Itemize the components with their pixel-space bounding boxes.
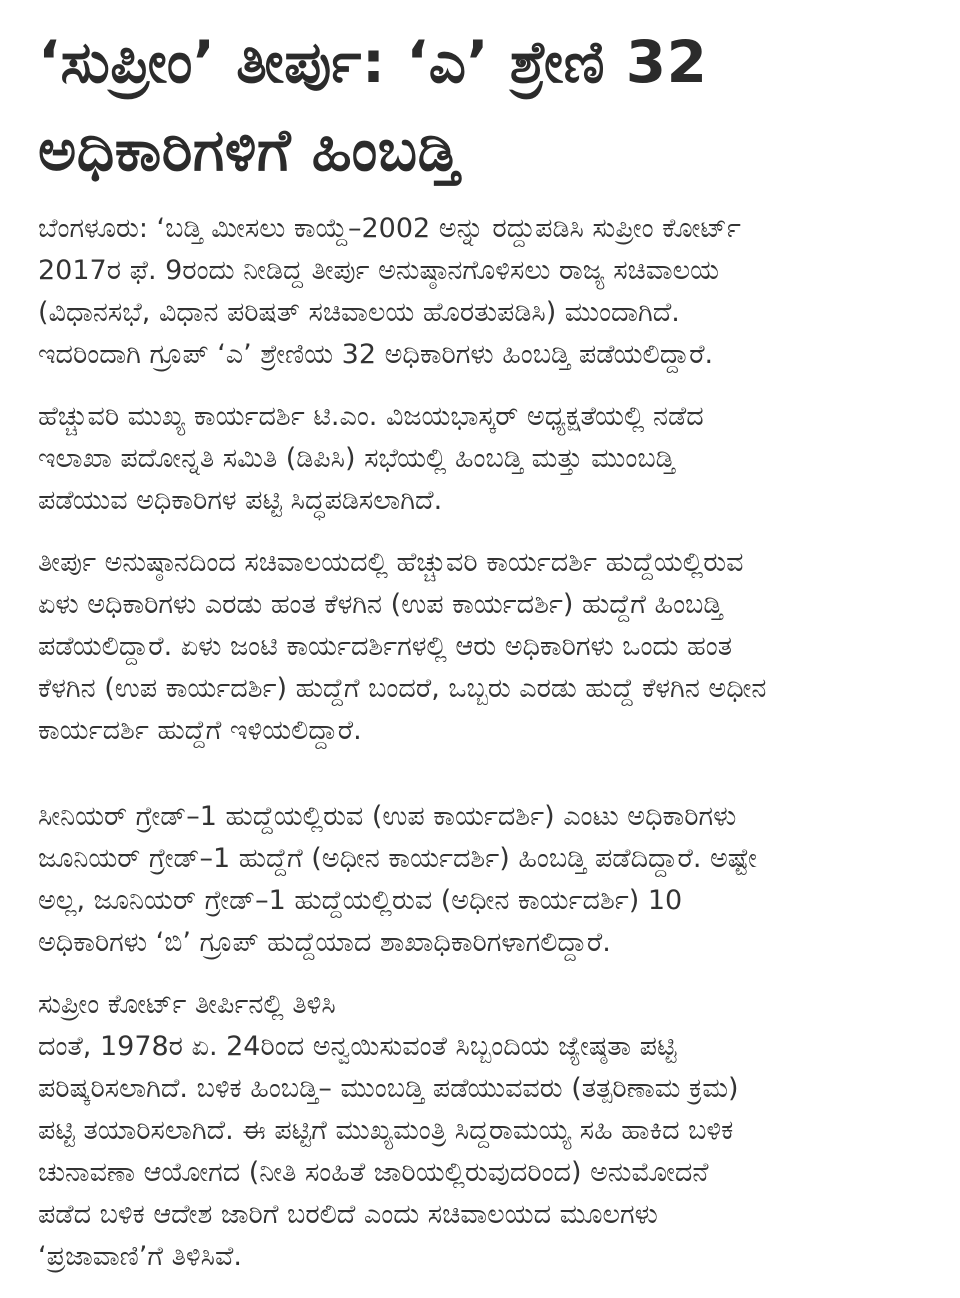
headline-line: ‘ಸುಪ್ರೀಂ’ ತೀರ್ಪು: ‘ಎ’ ಶ್ರೇಣಿ 32 (38, 28, 708, 96)
paragraph-line: ತೀರ್ಪು ಅನುಷ್ಠಾನದಿಂದ ಸಚಿವಾಲಯದಲ್ಲಿ ಹೆಚ್ಚುವರಿ ಕಾರ್ಯದರ್ಶಿ ಹುದ್ದೆಯಲ್ಲಿರುವ (38, 547, 744, 578)
paragraph-line: ಕೆಳಗಿನ (ಉಪ ಕಾರ್ಯದರ್ಶಿ) ಹುದ್ದೆಗೆ ಬಂದರೆ, ಒಬ್ಬರು ಎರಡು ಹುದ್ದೆ ಕೆಳಗಿನ ಅಧೀನ (38, 673, 767, 704)
paragraph-line: ಇಲಾಖಾ ಪದೋನ್ನತಿ ಸಮಿತಿ (ಡಿಪಿಸಿ) ಸಭೆಯಲ್ಲಿ ಹಿಂಬಡ್ತಿ ಮತ್ತು ಮುಂಬಡ್ತಿ (38, 443, 675, 474)
paragraph-line: ಸುಪ್ರೀಂ ಕೋರ್ಟ್ ತೀರ್ಪಿನಲ್ಲಿ ತಿಳಿಸಿ (38, 989, 336, 1020)
paragraph-line: ಸೀನಿಯರ್ ಗ್ರೇಡ್–1 ಹುದ್ದೆಯಲ್ಲಿರುವ (ಉಪ ಕಾರ್ಯದರ್ಶಿ) ಎಂಟು ಅಧಿಕಾರಿಗಳು (38, 801, 737, 832)
paragraph (38, 542, 943, 752)
article-body (38, 208, 943, 1278)
paragraph (38, 984, 943, 1278)
paragraph (38, 396, 943, 522)
paragraph (38, 796, 943, 964)
headline-line: ಅಧಿಕಾರಿಗಳಿಗೆ ಹಿಂಬಡ್ತಿ (38, 116, 460, 184)
paragraph-line: ಬೆಂಗಳೂರು: ‘ಬಡ್ತಿ ಮೀಸಲು ಕಾಯ್ದೆ–2002 ಅನ್ನು ರದ್ದುಪಡಿಸಿ ಸುಪ್ರೀಂ ಕೋರ್ಟ್ (38, 213, 741, 244)
article (38, 18, 943, 1298)
paragraph-line: ಪರಿಷ್ಕರಿಸಲಾಗಿದೆ. ಬಳಿಕ ಹಿಂಬಡ್ತಿ– ಮುಂಬಡ್ತಿ ಪಡೆಯುವವರು (ತತ್ಪರಿಣಾಮ ಕ್ರಮ) (38, 1073, 739, 1104)
paragraph (38, 208, 943, 376)
paragraph-line: ಅಲ್ಲ, ಜೂನಿಯರ್ ಗ್ರೇಡ್–1 ಹುದ್ದೆಯಲ್ಲಿರುವ (ಅಧೀನ ಕಾರ್ಯದರ್ಶಿ) 10 (38, 885, 683, 916)
paragraph-line: ಪಡೆಯುವ ಅಧಿಕಾರಿಗಳ ಪಟ್ಟಿ ಸಿದ್ಧಪಡಿಸಲಾಗಿದೆ. (38, 485, 443, 516)
headline (38, 18, 943, 194)
paragraph-line: ಚುನಾವಣಾ ಆಯೋಗದ (ನೀತಿ ಸಂಹಿತೆ ಜಾರಿಯಲ್ಲಿರುವುದರಿಂದ) ಅನುಮೋದನೆ (38, 1157, 709, 1188)
paragraph-line: ಜೂನಿಯರ್ ಗ್ರೇಡ್–1 ಹುದ್ದೆಗೆ (ಅಧೀನ ಕಾರ್ಯದರ್ಶಿ) ಹಿಂಬಡ್ತಿ ಪಡೆದಿದ್ದಾರೆ. ಅಷ್ಟೇ (38, 843, 757, 874)
paragraph-line: ಕಾರ್ಯದರ್ಶಿ ಹುದ್ದೆಗೆ ಇಳಿಯಲಿದ್ದಾರೆ. (38, 715, 362, 746)
paragraph-line: ಏಳು ಅಧಿಕಾರಿಗಳು ಎರಡು ಹಂತ ಕೆಳಗಿನ (ಉಪ ಕಾರ್ಯದರ್ಶಿ) ಹುದ್ದೆಗೆ ಹಿಂಬಡ್ತಿ (38, 589, 723, 620)
paragraph-line: ‘ಪ್ರಜಾವಾಣಿ’ಗೆ ತಿಳಿಸಿವೆ. (38, 1241, 242, 1272)
paragraph-line: ಪಟ್ಟಿ ತಯಾರಿಸಲಾಗಿದೆ. ಈ ಪಟ್ಟಿಗೆ ಮುಖ್ಯಮಂತ್ರಿ ಸಿದ್ದರಾಮಯ್ಯ ಸಹಿ ಹಾಕಿದ ಬಳಿಕ (38, 1115, 734, 1146)
paragraph-line: ಪಡೆಯಲಿದ್ದಾರೆ. ಏಳು ಜಂಟಿ ಕಾರ್ಯದರ್ಶಿಗಳಲ್ಲಿ ಆರು ಅಧಿಕಾರಿಗಳು ಒಂದು ಹಂತ (38, 631, 733, 662)
paragraph-line: ಪಡೆದ ಬಳಿಕ ಆದೇಶ ಜಾರಿಗೆ ಬರಲಿದೆ ಎಂದು ಸಚಿವಾಲಯದ ಮೂಲಗಳು (38, 1199, 658, 1230)
paragraph-line: (ವಿಧಾನಸಭೆ, ವಿಧಾನ ಪರಿಷತ್ ಸಚಿವಾಲಯ ಹೊರತುಪಡಿಸಿ) ಮುಂದಾಗಿದೆ. (38, 297, 680, 328)
paragraph-line: 2017ರ ಫೆ. 9ರಂದು ನೀಡಿದ್ದ ತೀರ್ಪು ಅನುಷ್ಠಾನಗೊಳಿಸಲು ರಾಜ್ಯ ಸಚಿವಾಲಯ (38, 255, 720, 286)
paragraph-line: ಅಧಿಕಾರಿಗಳು ‘ಬಿ’ ಗ್ರೂಪ್ ಹುದ್ದೆಯಾದ ಶಾಖಾಧಿಕಾರಿಗಳಾಗಲಿದ್ದಾರೆ. (38, 927, 611, 958)
paragraph-line: ಇದರಿಂದಾಗಿ ಗ್ರೂಪ್ ‘ಎ’ ಶ್ರೇಣಿಯ 32 ಅಧಿಕಾರಿಗಳು ಹಿಂಬಡ್ತಿ ಪಡೆಯಲಿದ್ದಾರೆ. (38, 339, 714, 370)
paragraph-line: ದಂತೆ, 1978ರ ಏ. 24ರಿಂದ ಅನ್ವಯಿಸುವಂತೆ ಸಿಬ್ಬಂದಿಯ ಜ್ಯೇಷ್ಠತಾ ಪಟ್ಟಿ (38, 1031, 677, 1062)
paragraph-line: ಹೆಚ್ಚುವರಿ ಮುಖ್ಯ ಕಾರ್ಯದರ್ಶಿ ಟಿ.ಎಂ. ವಿಜಯಭಾಸ್ಕರ್ ಅಧ್ಯಕ್ಷತೆಯಲ್ಲಿ ನಡೆದ (38, 401, 704, 432)
